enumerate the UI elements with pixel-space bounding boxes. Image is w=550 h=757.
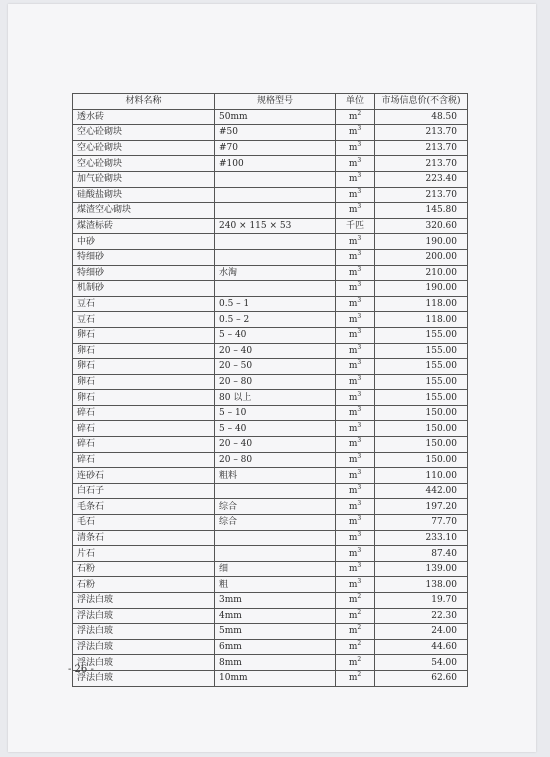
- table-row: [73, 296, 468, 312]
- price-cell: 442.00: [375, 483, 468, 499]
- material-name-cell: 豆石: [73, 312, 215, 328]
- material-name-cell: 浮法白玻: [73, 593, 215, 609]
- unit-exponent: 3: [357, 328, 362, 336]
- page-number: - 26 -: [68, 664, 94, 675]
- spec-cell: 综合: [215, 515, 336, 531]
- material-name-cell: 卵石: [73, 374, 215, 390]
- table-row: [73, 561, 468, 577]
- unit-exponent: 3: [357, 530, 362, 538]
- material-name-cell: 卵石: [73, 390, 215, 406]
- spec-cell: 50mm: [215, 109, 336, 125]
- spec-cell: [215, 171, 336, 187]
- spec-cell: 20 – 40: [215, 343, 336, 359]
- table-row: [73, 499, 468, 515]
- unit-exponent: 3: [357, 172, 362, 180]
- spec-cell: [215, 546, 336, 562]
- unit-text: m: [348, 361, 358, 372]
- price-cell: 138.00: [375, 577, 468, 593]
- unit-text: m: [348, 314, 358, 325]
- unit-text: m: [348, 548, 358, 559]
- spec-cell: 0.5 – 1: [215, 296, 336, 312]
- unit-cell: [336, 281, 375, 297]
- material-name-cell: 煤渣标砖: [73, 218, 215, 234]
- price-cell: 19.70: [375, 593, 468, 609]
- unit-exponent: 3: [357, 577, 362, 585]
- unit-exponent: 3: [357, 156, 362, 164]
- spec-cell: 10mm: [215, 670, 336, 686]
- unit-text: m: [348, 267, 358, 278]
- unit-exponent: 2: [357, 655, 362, 663]
- price-cell: 24.00: [375, 624, 468, 640]
- unit-exponent: 2: [357, 624, 362, 632]
- spec-cell: 8mm: [215, 655, 336, 671]
- table-row: [73, 125, 468, 141]
- spec-cell: 粗: [215, 577, 336, 593]
- table-row: [73, 639, 468, 655]
- spec-cell: [215, 530, 336, 546]
- unit-text: m: [348, 626, 358, 637]
- material-name-cell: 石粉: [73, 577, 215, 593]
- unit-text: m: [348, 595, 358, 606]
- spec-cell: 6mm: [215, 639, 336, 655]
- table-row: [73, 670, 468, 686]
- material-name-cell: 浮法白玻: [73, 655, 215, 671]
- unit-exponent: 3: [357, 187, 362, 195]
- unit-text: m: [348, 283, 358, 294]
- material-name-cell: 白石子: [73, 483, 215, 499]
- table-row: [73, 218, 468, 234]
- spec-cell: [215, 483, 336, 499]
- material-name-cell: 卵石: [73, 359, 215, 375]
- price-cell: 22.30: [375, 608, 468, 624]
- unit-cell: [336, 327, 375, 343]
- document-page: [8, 4, 536, 752]
- table-row: [73, 249, 468, 265]
- table-row: [73, 577, 468, 593]
- unit-cell: [336, 359, 375, 375]
- table-header-row: [73, 94, 468, 110]
- unit-text: m: [348, 252, 358, 263]
- table-row: [73, 343, 468, 359]
- table-row: [73, 140, 468, 156]
- table-row: [73, 187, 468, 203]
- price-cell: 213.70: [375, 125, 468, 141]
- unit-text: m: [348, 423, 358, 434]
- unit-text: m: [348, 236, 358, 247]
- unit-exponent: 3: [357, 468, 362, 476]
- unit-exponent: 2: [357, 671, 362, 679]
- unit-text: m: [348, 642, 358, 653]
- material-name-cell: 毛条石: [73, 499, 215, 515]
- unit-exponent: 3: [357, 234, 362, 242]
- table-row: [73, 437, 468, 453]
- unit-text: m: [348, 501, 358, 512]
- unit-cell: [336, 203, 375, 219]
- unit-exponent: 2: [357, 109, 362, 117]
- spec-cell: 综合: [215, 499, 336, 515]
- unit-cell: [336, 312, 375, 328]
- unit-cell: [336, 421, 375, 437]
- price-cell: 139.00: [375, 561, 468, 577]
- spec-cell: 80 以上: [215, 390, 336, 406]
- unit-text: m: [348, 517, 358, 528]
- table-row: [73, 593, 468, 609]
- price-cell: 213.70: [375, 187, 468, 203]
- unit-exponent: 3: [357, 390, 362, 398]
- spec-cell: [215, 234, 336, 250]
- unit-cell: [336, 374, 375, 390]
- material-name-cell: 卵石: [73, 343, 215, 359]
- material-name-cell: 浮法白玻: [73, 670, 215, 686]
- spec-cell: 4mm: [215, 608, 336, 624]
- table-row: [73, 515, 468, 531]
- material-name-cell: 碎石: [73, 452, 215, 468]
- material-name-cell: 透水砖: [73, 109, 215, 125]
- unit-cell: [336, 593, 375, 609]
- table-row: [73, 265, 468, 281]
- price-cell: 155.00: [375, 327, 468, 343]
- spec-cell: 5 – 10: [215, 405, 336, 421]
- material-name-cell: 空心砼砌块: [73, 140, 215, 156]
- material-name-cell: 碎石: [73, 405, 215, 421]
- unit-exponent: 3: [357, 499, 362, 507]
- spec-cell: [215, 281, 336, 297]
- price-cell: 48.50: [375, 109, 468, 125]
- unit-cell: [336, 483, 375, 499]
- unit-cell: [336, 561, 375, 577]
- price-cell: 320.60: [375, 218, 468, 234]
- table-row: [73, 421, 468, 437]
- unit-cell: [336, 390, 375, 406]
- unit-cell: [336, 156, 375, 172]
- unit-cell: [336, 515, 375, 531]
- material-name-cell: 浮法白玻: [73, 608, 215, 624]
- unit-cell: [336, 577, 375, 593]
- price-cell: 145.80: [375, 203, 468, 219]
- unit-text: m: [348, 205, 358, 216]
- spec-cell: 5mm: [215, 624, 336, 640]
- price-cell: 197.20: [375, 499, 468, 515]
- unit-exponent: 3: [357, 515, 362, 523]
- unit-text: m: [348, 673, 358, 684]
- unit-cell: [336, 608, 375, 624]
- material-name-cell: 特细砂: [73, 249, 215, 265]
- table-row: [73, 624, 468, 640]
- spec-cell: 3mm: [215, 593, 336, 609]
- unit-text: m: [348, 174, 358, 185]
- unit-cell: [336, 125, 375, 141]
- unit-text: m: [348, 579, 358, 590]
- unit-cell: [336, 405, 375, 421]
- material-name-cell: 卵石: [73, 327, 215, 343]
- unit-cell: [336, 437, 375, 453]
- spec-cell: #50: [215, 125, 336, 141]
- unit-exponent: 3: [357, 141, 362, 149]
- material-name-cell: 毛石: [73, 515, 215, 531]
- material-name-cell: 浮法白玻: [73, 639, 215, 655]
- price-cell: 155.00: [375, 374, 468, 390]
- table-row: [73, 374, 468, 390]
- table-row: [73, 109, 468, 125]
- unit-text: m: [348, 454, 358, 465]
- table-row: [73, 327, 468, 343]
- price-cell: 155.00: [375, 343, 468, 359]
- unit-cell: [336, 218, 375, 234]
- unit-exponent: 2: [357, 608, 362, 616]
- unit-exponent: 3: [357, 406, 362, 414]
- unit-text: m: [348, 111, 358, 122]
- unit-text: m: [348, 345, 358, 356]
- unit-cell: [336, 249, 375, 265]
- unit-text: m: [348, 532, 358, 543]
- unit-exponent: 3: [357, 312, 362, 320]
- unit-exponent: 3: [357, 297, 362, 305]
- price-cell: 87.40: [375, 546, 468, 562]
- material-name-cell: 中砂: [73, 234, 215, 250]
- unit-text: m: [348, 564, 358, 575]
- price-cell: 190.00: [375, 234, 468, 250]
- material-name-cell: 加气砼砌块: [73, 171, 215, 187]
- unit-cell: [336, 452, 375, 468]
- unit-cell: [336, 343, 375, 359]
- header-material-name: 材料名称: [73, 94, 215, 110]
- material-name-cell: 机制砂: [73, 281, 215, 297]
- price-cell: 210.00: [375, 265, 468, 281]
- table-row: [73, 608, 468, 624]
- unit-cell: [336, 670, 375, 686]
- unit-cell: [336, 624, 375, 640]
- material-name-cell: 石粉: [73, 561, 215, 577]
- table-row: [73, 281, 468, 297]
- unit-text: 千匹: [345, 221, 364, 232]
- spec-cell: [215, 187, 336, 203]
- spec-cell: [215, 249, 336, 265]
- price-cell: 54.00: [375, 655, 468, 671]
- table-row: [73, 156, 468, 172]
- unit-text: m: [348, 299, 358, 310]
- price-cell: 150.00: [375, 421, 468, 437]
- price-cell: 118.00: [375, 296, 468, 312]
- table-row: [73, 468, 468, 484]
- spec-cell: 5 – 40: [215, 421, 336, 437]
- price-cell: 213.70: [375, 140, 468, 156]
- unit-cell: [336, 499, 375, 515]
- table-row: [73, 171, 468, 187]
- unit-exponent: 3: [357, 562, 362, 570]
- unit-exponent: 3: [357, 265, 362, 273]
- unit-text: m: [348, 143, 358, 154]
- material-name-cell: 连砂石: [73, 468, 215, 484]
- price-cell: 155.00: [375, 359, 468, 375]
- unit-exponent: 3: [357, 546, 362, 554]
- unit-text: m: [348, 376, 358, 387]
- price-cell: 44.60: [375, 639, 468, 655]
- table-row: [73, 452, 468, 468]
- unit-text: m: [348, 127, 358, 138]
- material-name-cell: 豆石: [73, 296, 215, 312]
- unit-cell: [336, 187, 375, 203]
- unit-exponent: 2: [357, 593, 362, 601]
- unit-exponent: 3: [357, 125, 362, 133]
- spec-cell: #70: [215, 140, 336, 156]
- material-name-cell: 空心砼砌块: [73, 156, 215, 172]
- price-cell: 62.60: [375, 670, 468, 686]
- unit-cell: [336, 265, 375, 281]
- unit-exponent: 3: [357, 203, 362, 211]
- spec-cell: [215, 203, 336, 219]
- unit-text: m: [348, 392, 358, 403]
- unit-exponent: 3: [357, 484, 362, 492]
- unit-exponent: 3: [357, 452, 362, 460]
- unit-exponent: 3: [357, 250, 362, 258]
- price-cell: 150.00: [375, 452, 468, 468]
- table-row: [73, 405, 468, 421]
- material-name-cell: 硅酸盐砌块: [73, 187, 215, 203]
- unit-exponent: 3: [357, 437, 362, 445]
- spec-cell: 20 – 80: [215, 452, 336, 468]
- spec-cell: 5 – 40: [215, 327, 336, 343]
- unit-exponent: 2: [357, 640, 362, 648]
- material-name-cell: 碎石: [73, 421, 215, 437]
- unit-text: m: [348, 330, 358, 341]
- material-name-cell: 碎石: [73, 437, 215, 453]
- unit-exponent: 3: [357, 374, 362, 382]
- header-market-price: 市场信息价(不含税): [375, 94, 468, 110]
- table-row: [73, 483, 468, 499]
- spec-cell: 细: [215, 561, 336, 577]
- price-cell: 77.70: [375, 515, 468, 531]
- material-name-cell: 片石: [73, 546, 215, 562]
- unit-cell: [336, 171, 375, 187]
- unit-cell: [336, 546, 375, 562]
- unit-cell: [336, 140, 375, 156]
- spec-cell: 20 – 80: [215, 374, 336, 390]
- table-body: [73, 109, 468, 686]
- price-cell: 213.70: [375, 156, 468, 172]
- table-row: [73, 655, 468, 671]
- unit-text: m: [348, 486, 358, 497]
- spec-cell: 0.5 – 2: [215, 312, 336, 328]
- price-cell: 190.00: [375, 281, 468, 297]
- unit-exponent: 3: [357, 343, 362, 351]
- unit-exponent: 3: [357, 359, 362, 367]
- price-table: [72, 93, 468, 687]
- material-name-cell: 煤渣空心砌块: [73, 203, 215, 219]
- unit-cell: [336, 296, 375, 312]
- material-name-cell: 浮法白玻: [73, 624, 215, 640]
- unit-exponent: 3: [357, 421, 362, 429]
- price-cell: 200.00: [375, 249, 468, 265]
- unit-exponent: 3: [357, 281, 362, 289]
- spec-cell: 240 × 115 × 53: [215, 218, 336, 234]
- table-row: [73, 203, 468, 219]
- unit-cell: [336, 655, 375, 671]
- material-name-cell: 特细砂: [73, 265, 215, 281]
- price-cell: 150.00: [375, 437, 468, 453]
- price-cell: 155.00: [375, 390, 468, 406]
- unit-text: m: [348, 439, 358, 450]
- unit-text: m: [348, 470, 358, 481]
- spec-cell: #100: [215, 156, 336, 172]
- table-row: [73, 234, 468, 250]
- price-cell: 223.40: [375, 171, 468, 187]
- table-row: [73, 390, 468, 406]
- unit-text: m: [348, 610, 358, 621]
- table-row: [73, 359, 468, 375]
- unit-cell: [336, 468, 375, 484]
- unit-text: m: [348, 158, 358, 169]
- price-cell: 150.00: [375, 405, 468, 421]
- unit-text: m: [348, 189, 358, 200]
- spec-cell: 水淘: [215, 265, 336, 281]
- unit-cell: [336, 639, 375, 655]
- material-name-cell: 空心砼砌块: [73, 125, 215, 141]
- header-unit: 单位: [336, 94, 375, 110]
- unit-text: m: [348, 657, 358, 668]
- spec-cell: 20 – 40: [215, 437, 336, 453]
- unit-text: m: [348, 408, 358, 419]
- unit-cell: [336, 109, 375, 125]
- header-spec-model: 规格型号: [215, 94, 336, 110]
- unit-cell: [336, 234, 375, 250]
- price-cell: 118.00: [375, 312, 468, 328]
- unit-cell: [336, 530, 375, 546]
- table-row: [73, 546, 468, 562]
- material-name-cell: 清条石: [73, 530, 215, 546]
- spec-cell: 20 – 50: [215, 359, 336, 375]
- price-cell: 233.10: [375, 530, 468, 546]
- spec-cell: 粗料: [215, 468, 336, 484]
- price-cell: 110.00: [375, 468, 468, 484]
- table-row: [73, 530, 468, 546]
- table-row: [73, 312, 468, 328]
